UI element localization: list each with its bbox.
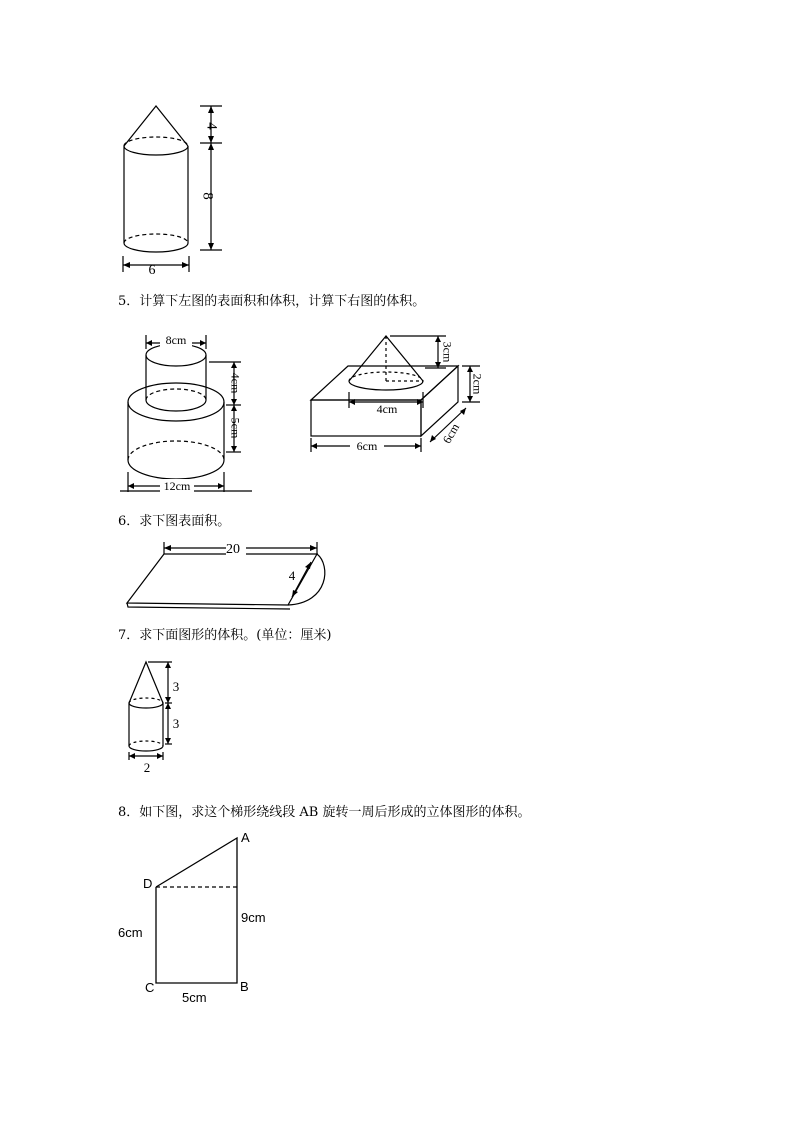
vertex-b-label: B bbox=[240, 979, 249, 994]
label-bottom-height: 5cm bbox=[228, 417, 243, 439]
vertex-c-label: C bbox=[145, 980, 155, 995]
label-cylinder-height: 3 bbox=[172, 716, 180, 731]
label-cb-length: 5cm bbox=[182, 990, 207, 1005]
question-7-text: 7．求下面图形的体积。(单位：厘米) bbox=[118, 628, 332, 643]
label-top-height: 4cm bbox=[228, 372, 243, 394]
label-length: 20 bbox=[226, 542, 240, 557]
label-top-diameter: 8cm bbox=[165, 333, 187, 347]
label-cone-height: 3 bbox=[172, 679, 180, 694]
label-box-length: 6cm bbox=[356, 439, 378, 453]
label-cone-height: 3cm bbox=[440, 341, 455, 363]
label-diameter: 4 bbox=[288, 568, 296, 583]
question-8-text: 8．如下图，求这个梯形绕线段 AB 旋转一周后形成的立体图形的体积。 bbox=[118, 805, 531, 820]
label-dc-length: 6cm bbox=[118, 925, 143, 940]
label-diameter: 6 bbox=[148, 263, 156, 278]
trapezoid-outline bbox=[156, 838, 237, 983]
label-cone-height: 4 bbox=[203, 122, 220, 130]
label-box-height: 2cm bbox=[470, 373, 485, 395]
label-body-height: 8 bbox=[199, 192, 216, 200]
label-cone-diameter: 4cm bbox=[376, 402, 398, 416]
vertex-a-label: A bbox=[241, 830, 250, 845]
vertex-d-label: D bbox=[143, 876, 153, 891]
label-ab-length: 9cm bbox=[241, 910, 266, 925]
question-5-text: 5．计算下左图的表面积和体积，计算下右图的体积。 bbox=[118, 294, 426, 309]
question-6-text: 6．求下图表面积。 bbox=[118, 514, 231, 529]
label-bottom-diameter: 12cm bbox=[163, 479, 191, 493]
label-diameter: 2 bbox=[143, 760, 151, 775]
label-box-width: 6cm bbox=[439, 420, 463, 446]
